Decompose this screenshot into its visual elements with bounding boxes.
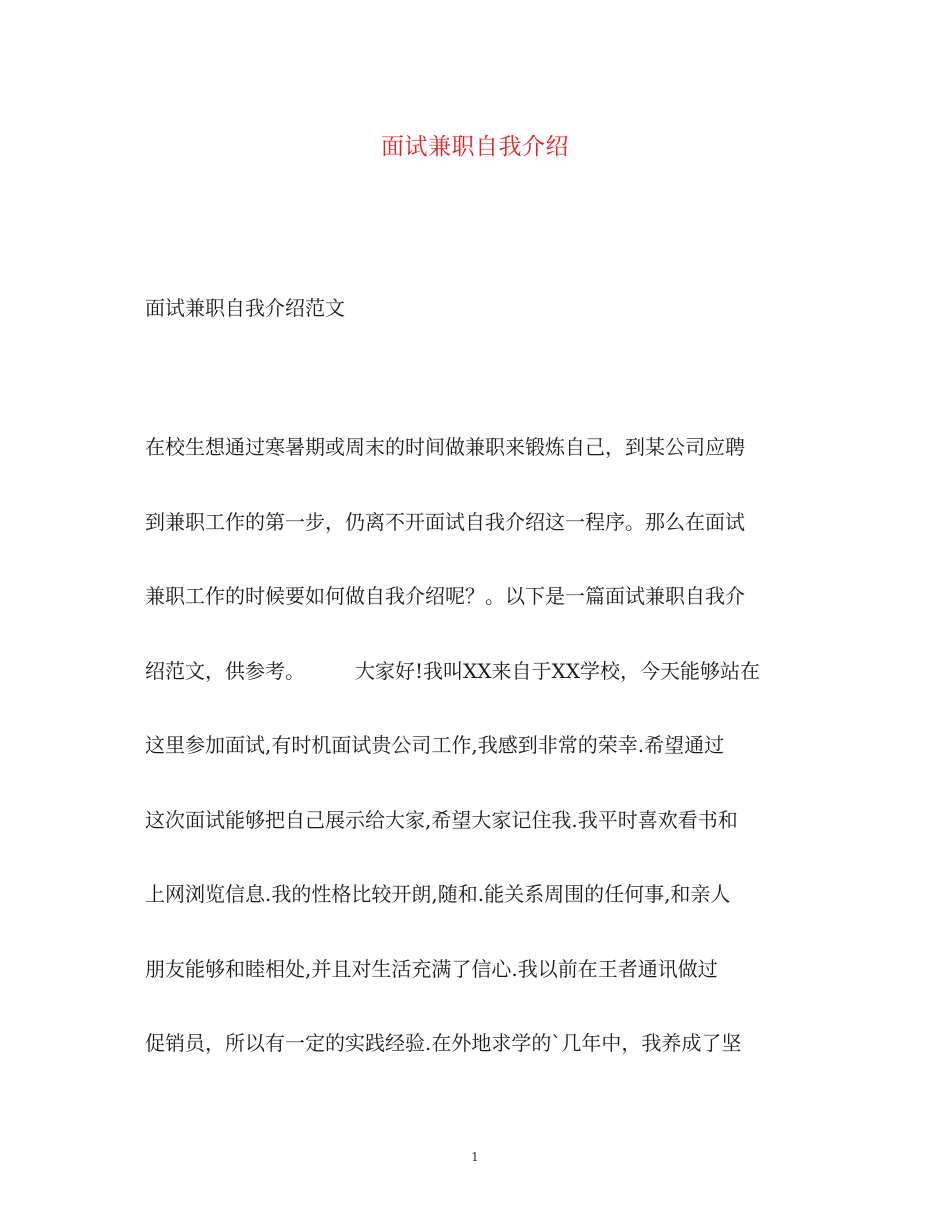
body-line: 这里参加面试,有时机面试贵公司工作,我感到非常的荣幸.希望通过 (145, 733, 725, 757)
body-line: 促销员，所以有一定的实践经验.在外地求学的`几年中，我养成了坚 (145, 1031, 742, 1055)
body-line: 上网浏览信息.我的性格比较开朗,随和.能关系周围的任何事,和亲人 (145, 882, 731, 906)
document-body (145, 432, 825, 1103)
body-line: 在校生想通过寒暑期或周末的时间做兼职来锻炼自己，到某公司应聘 (145, 435, 745, 459)
page-number: 1 (471, 1150, 479, 1164)
body-line: 朋友能够和睦相处,并且对生活充满了信心.我以前在王者通讯做过 (145, 956, 718, 981)
body-line: 这次面试能够把自己展示给大家,希望大家记住我.我平时喜欢看书和 (145, 807, 738, 832)
body-line: 兼职工作的时候要如何做自我介绍呢？。以下是一篇面试兼职自我介 (145, 584, 745, 608)
body-line: 绍范文，供参考。 大家好!我叫XX来自于XX学校，今天能够站在 (145, 658, 760, 683)
document-title: 面试兼职自我介绍 (381, 134, 569, 160)
body-line: 到兼职工作的第一步，仍离不开面试自我介绍这一程序。那么在面试 (145, 509, 745, 534)
document-subtitle: 面试兼职自我介绍范文 (145, 296, 345, 320)
